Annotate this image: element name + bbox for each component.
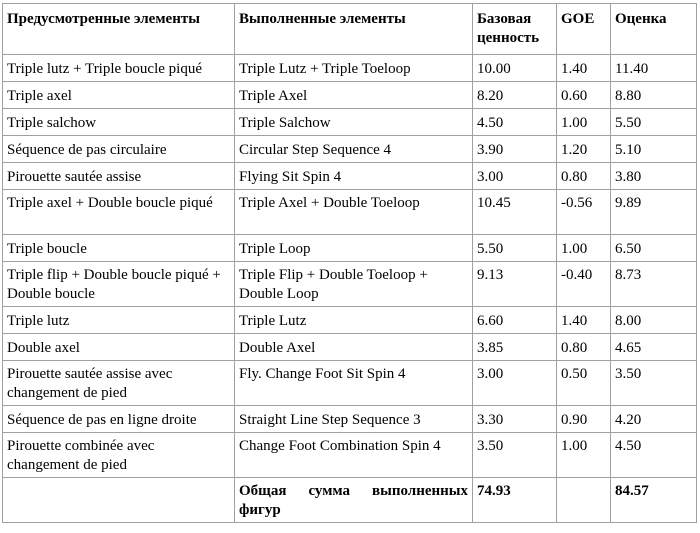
total-empty-cell — [3, 478, 235, 523]
base-cell: 3.00 — [473, 361, 557, 406]
table-row — [3, 307, 697, 334]
header-planned: Предусмотренные элементы — [3, 4, 235, 55]
planned-cell: Pirouette sautée assise avec changement de pied — [3, 361, 235, 406]
base-cell: 9.13 — [473, 262, 557, 307]
planned-cell: Triple flip + Double boucle piqué + Double boucle — [3, 262, 235, 307]
score-cell: 4.50 — [611, 433, 697, 478]
goe-cell: 0.50 — [557, 361, 611, 406]
score-cell: 4.65 — [611, 334, 697, 361]
goe-cell: 1.00 — [557, 235, 611, 262]
score-cell: 9.89 — [611, 190, 697, 235]
base-cell: 3.00 — [473, 163, 557, 190]
base-cell: 3.90 — [473, 136, 557, 163]
goe-cell: 0.80 — [557, 163, 611, 190]
total-label: Общая сумма выполненных фигур — [235, 478, 473, 523]
planned-cell: Séquence de pas en ligne droite — [3, 406, 235, 433]
performed-cell: Triple Lutz — [235, 307, 473, 334]
total-base-value: 74.93 — [473, 478, 557, 523]
table-row — [3, 334, 697, 361]
goe-cell: 1.00 — [557, 433, 611, 478]
score-cell: 4.20 — [611, 406, 697, 433]
goe-cell: 1.40 — [557, 55, 611, 82]
base-cell: 3.30 — [473, 406, 557, 433]
table-row — [3, 190, 697, 235]
table-header-row — [3, 4, 697, 55]
performed-cell: Double Axel — [235, 334, 473, 361]
performed-cell: Flying Sit Spin 4 — [235, 163, 473, 190]
base-cell: 3.85 — [473, 334, 557, 361]
planned-cell: Pirouette combinée avec changement de pied — [3, 433, 235, 478]
planned-cell: Pirouette sautée assise — [3, 163, 235, 190]
table-row — [3, 235, 697, 262]
score-cell: 8.73 — [611, 262, 697, 307]
performed-cell: Triple Axel + Double Toeloop — [235, 190, 473, 235]
planned-cell: Triple boucle — [3, 235, 235, 262]
performed-cell: Circular Step Sequence 4 — [235, 136, 473, 163]
header-performed: Выполненные элементы — [235, 4, 473, 55]
planned-cell: Séquence de pas circulaire — [3, 136, 235, 163]
table-row — [3, 82, 697, 109]
goe-cell: 1.00 — [557, 109, 611, 136]
performed-cell: Triple Loop — [235, 235, 473, 262]
base-cell: 10.00 — [473, 55, 557, 82]
score-cell: 5.10 — [611, 136, 697, 163]
header-base-value: Базовая ценность — [473, 4, 557, 55]
base-cell: 6.60 — [473, 307, 557, 334]
planned-cell: Double axel — [3, 334, 235, 361]
total-row — [3, 478, 697, 523]
goe-cell: 0.60 — [557, 82, 611, 109]
performed-cell: Triple Flip + Double Toeloop + Double Loop — [235, 262, 473, 307]
base-cell: 10.45 — [473, 190, 557, 235]
base-cell: 4.50 — [473, 109, 557, 136]
table-row — [3, 109, 697, 136]
base-cell: 3.50 — [473, 433, 557, 478]
table-row — [3, 406, 697, 433]
score-cell: 11.40 — [611, 55, 697, 82]
performed-cell: Triple Lutz + Triple Toeloop — [235, 55, 473, 82]
total-goe-empty-cell — [557, 478, 611, 523]
score-cell: 5.50 — [611, 109, 697, 136]
table-row — [3, 55, 697, 82]
base-cell: 5.50 — [473, 235, 557, 262]
table-row — [3, 262, 697, 307]
goe-cell: 1.20 — [557, 136, 611, 163]
elements-score-table — [2, 3, 697, 523]
planned-cell: Triple lutz — [3, 307, 235, 334]
goe-cell: 0.80 — [557, 334, 611, 361]
table-row — [3, 136, 697, 163]
performed-cell: Triple Salchow — [235, 109, 473, 136]
score-cell: 6.50 — [611, 235, 697, 262]
goe-cell: 0.90 — [557, 406, 611, 433]
planned-cell: Triple lutz + Triple boucle piqué — [3, 55, 235, 82]
planned-cell: Triple salchow — [3, 109, 235, 136]
score-cell: 3.50 — [611, 361, 697, 406]
table-row — [3, 433, 697, 478]
performed-cell: Triple Axel — [235, 82, 473, 109]
total-score: 84.57 — [611, 478, 697, 523]
header-goe: GOE — [557, 4, 611, 55]
performed-cell: Straight Line Step Sequence 3 — [235, 406, 473, 433]
goe-cell: -0.40 — [557, 262, 611, 307]
planned-cell: Triple axel — [3, 82, 235, 109]
goe-cell: 1.40 — [557, 307, 611, 334]
header-score: Оценка — [611, 4, 697, 55]
score-cell: 8.80 — [611, 82, 697, 109]
performed-cell: Fly. Change Foot Sit Spin 4 — [235, 361, 473, 406]
goe-cell: -0.56 — [557, 190, 611, 235]
score-cell: 8.00 — [611, 307, 697, 334]
table-row — [3, 361, 697, 406]
score-cell: 3.80 — [611, 163, 697, 190]
table-row — [3, 163, 697, 190]
performed-cell: Change Foot Combination Spin 4 — [235, 433, 473, 478]
base-cell: 8.20 — [473, 82, 557, 109]
planned-cell: Triple axel + Double boucle piqué — [3, 190, 235, 235]
